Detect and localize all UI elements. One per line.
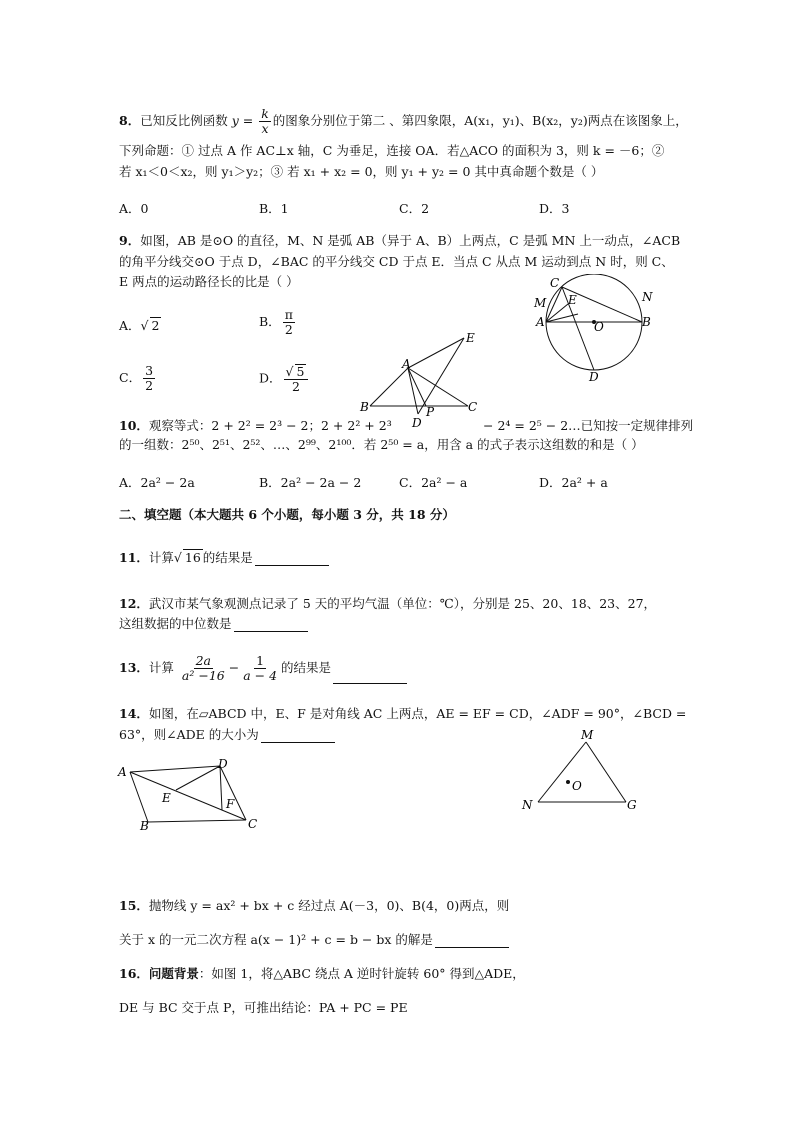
q14-number: 14．: [119, 706, 149, 721]
q15-number: 15．: [119, 898, 149, 913]
q16-label: 问题背景: [148, 966, 199, 981]
diag-ac: [130, 772, 246, 820]
q9-option-c-label: C．: [119, 370, 142, 385]
q8-text: 已知反比例函数: [140, 113, 228, 128]
tri-label-d: D: [412, 416, 422, 430]
para-label-d: D: [218, 757, 228, 771]
seg-ba: [370, 368, 408, 406]
q14-text2: 63°，则∠ADE 的大小为: [119, 727, 259, 742]
q9-option-c-num: 3: [145, 363, 154, 378]
q8-line3: 若 x₁＜0＜x₂，则 y₁＞y₂；③ 若 x₁ + x₂ = 0，则 y₁ + y₂ = 0 其中真命题个数是（ ）: [119, 164, 604, 179]
q11-text-a: 计算: [148, 550, 174, 565]
q13-line: [119, 652, 407, 684]
q14-text1: 如图，在▱ABCD 中，E、F 是对角线 AC 上两点，AE = EF = CD，∠ADF = 90°，∠BCD =: [148, 706, 687, 721]
q12-line1: [119, 596, 656, 612]
q8-number: 8．: [119, 113, 141, 128]
q11-answer-blank[interactable]: [255, 553, 329, 566]
mng-label-n: N: [522, 798, 533, 812]
q13-answer-blank[interactable]: [333, 671, 407, 684]
label-b: B: [642, 315, 651, 329]
q15-text2: 关于 x 的一元二次方程 a(x − 1)² + c = b − bx 的解是: [119, 932, 433, 947]
seg-de: [176, 766, 220, 790]
q13-text-a: 计算: [148, 660, 174, 675]
q9-circle-figure: [528, 274, 668, 386]
q8-option-b: B．1: [259, 201, 289, 216]
q14-parallelogram-figure: [112, 754, 272, 834]
seg-df: [220, 766, 222, 810]
q13-fraction-1: [180, 654, 227, 683]
q16-line1: [119, 966, 525, 982]
q10-option-a: A．2a² − 2a: [119, 475, 195, 490]
point-o: [566, 780, 570, 784]
seg-ad: [130, 766, 220, 772]
label-m: M: [534, 296, 547, 310]
q9-option-c: [119, 364, 157, 393]
q9-option-d: D． $\frac{√ 5}{2}$: [259, 364, 310, 394]
triangle-figure: [356, 330, 486, 430]
q8-option-c: C．2: [399, 201, 430, 216]
q12-line2: [119, 616, 308, 632]
q10-number: 10．: [119, 418, 149, 433]
q13-f1-num: 2a: [195, 653, 212, 668]
q9-number: 9．: [119, 233, 141, 248]
mng-label-g: G: [627, 798, 637, 812]
q9-option-d-label: D．: [259, 370, 282, 386]
q16-number: 16．: [119, 966, 149, 981]
tri-label-a: A: [402, 357, 411, 371]
q13-f2-den: a − 4: [243, 668, 278, 683]
q8-frac-num: k: [261, 106, 269, 121]
q9-option-b: [259, 308, 297, 337]
q13-fraction-2: [241, 654, 279, 683]
q10-line2: 的一组数：2⁵⁰、2⁵¹、2⁵²、…、2⁹⁹、2¹⁰⁰．若 2⁵⁰ = a，用含 a 的式子表示这组数的和是（ ）: [119, 437, 644, 452]
q13-f2-num: 1: [256, 653, 265, 668]
q10-option-c: C．2a² − a: [399, 475, 468, 490]
seg-ba: [130, 772, 148, 822]
q9-option-b-label: B．: [259, 314, 281, 329]
q8-fraction: [259, 107, 271, 136]
q8-func-y: y =: [231, 113, 254, 128]
q12-text2: 这组数据的中位数是: [119, 616, 232, 631]
q10-line1b: − 2⁴ = 2⁵ − 2…已知按一定规律排列: [483, 418, 694, 433]
seg-ad: [408, 368, 418, 414]
q12-number: 12．: [119, 596, 149, 611]
para-label-c: C: [248, 817, 258, 831]
q13-text-b: 的结果是: [281, 660, 332, 675]
seg-cb: [148, 820, 246, 822]
q12-text1: 武汉市某气象观测点记录了 5 天的平均气温（单位：℃），分别是 25、20、18、23、27，: [148, 596, 657, 611]
q9-option-a-radicand: 2: [151, 318, 160, 333]
q11-number: 11．: [119, 550, 149, 565]
tri-label-b: B: [360, 400, 369, 414]
q9-line2: 的角平分线交⊙O 于点 D，∠BAC 的平分线交 CD 于点 E．当点 C 从点 M 运动到点 N 时，则 C、: [119, 254, 674, 269]
q9-option-a: A．√ 2: [119, 318, 160, 333]
q10-line1a: [119, 416, 392, 434]
q10-option-b: B．2a² − 2a − 2: [259, 475, 362, 490]
q12-answer-blank[interactable]: [234, 619, 308, 632]
q9-option-c-den: 2: [145, 378, 154, 393]
label-c: C: [550, 276, 560, 290]
segment-cd: [562, 287, 594, 370]
q13-minus: −: [228, 660, 240, 675]
q10-text1a: 观察等式：2 + 2² = 2³ − 2；2 + 2² + 2³: [148, 418, 392, 433]
q15-text1: 抛物线 y = ax² + bx + c 经过点 A(－3，0)、B(4，0)两点，则: [148, 898, 510, 913]
q15-line1: [119, 898, 509, 914]
tri-label-p: P: [426, 405, 435, 419]
label-d: D: [589, 370, 599, 384]
para-label-f: F: [226, 797, 235, 811]
section-fill-in-title: 二、填空题（本大题共 6 个小题，每小题 3 分，共 18 分）: [119, 507, 455, 522]
seg-ae: [408, 338, 464, 368]
q9-option-a-label: A．: [119, 318, 141, 333]
q14-line2: [119, 727, 335, 743]
q11-radicand: 16: [184, 550, 201, 565]
label-n: N: [642, 290, 653, 304]
q14-answer-blank[interactable]: [261, 730, 335, 743]
seg-dc: [220, 766, 246, 820]
mng-label-o: O: [572, 779, 582, 793]
seg-mg: [586, 742, 626, 802]
q13-number: 13．: [119, 660, 149, 675]
q9-option-d-radicand: 5: [296, 364, 305, 379]
q11-text-b: 的结果是: [202, 550, 253, 565]
para-label-e: E: [162, 791, 171, 805]
q14-line1: [119, 706, 686, 722]
triangle-mng-figure: [516, 726, 646, 816]
label-e: E: [568, 293, 577, 307]
q13-f1-den: a² −16: [181, 668, 225, 683]
q16-text1: ：如图 1，将△ABC 绕点 A 逆时针旋转 60° 得到△ADE，: [198, 966, 525, 981]
q9-line1: [119, 233, 680, 249]
q8-option-d: D．3: [539, 201, 570, 216]
q9-option-b-den: 2: [284, 322, 293, 337]
tri-label-c: C: [468, 400, 478, 414]
label-o: O: [594, 320, 604, 334]
q9-option-b-num: π: [284, 307, 293, 322]
q15-line2: [119, 932, 509, 948]
q16-line2: DE 与 BC 交于点 P，可推出结论：PA + PC = PE: [119, 1000, 408, 1015]
q8-text-b: 的图象分别位于第二 、第四象限，A(x₁，y₁)、B(x₂，y₂)两点在该图象上，: [272, 113, 688, 128]
q11-line: 11．计算√ 16 的结果是: [119, 549, 329, 566]
segment-ac: [546, 287, 562, 322]
q9-option-d-den: 2: [292, 379, 300, 394]
para-label-a: A: [118, 765, 127, 779]
tri-label-e: E: [466, 331, 475, 345]
q8-option-a: A．0: [119, 201, 149, 216]
q8-line2: 下列命题：① 过点 A 作 AC⊥x 轴，C 为垂足，连接 OA．若△ACO 的面积为 3，则 k = －6；②: [119, 143, 665, 158]
mng-label-m: M: [581, 728, 594, 742]
label-a: A: [536, 315, 545, 329]
seg-mn: [538, 742, 586, 802]
q9-text1: 如图，AB 是⊙O 的直径，M、N 是弧 AB（异于 A、B）上两点，C 是弧 MN 上一动点，∠ACB: [140, 233, 681, 248]
para-label-b: B: [140, 819, 149, 833]
q8-frac-den: x: [261, 121, 269, 136]
q10-option-d: D．2a² + a: [539, 475, 608, 490]
q8-line1: [119, 107, 688, 136]
q9-line3: E 两点的运动路径长的比是（ ）: [119, 274, 299, 289]
q15-answer-blank[interactable]: [435, 935, 509, 948]
